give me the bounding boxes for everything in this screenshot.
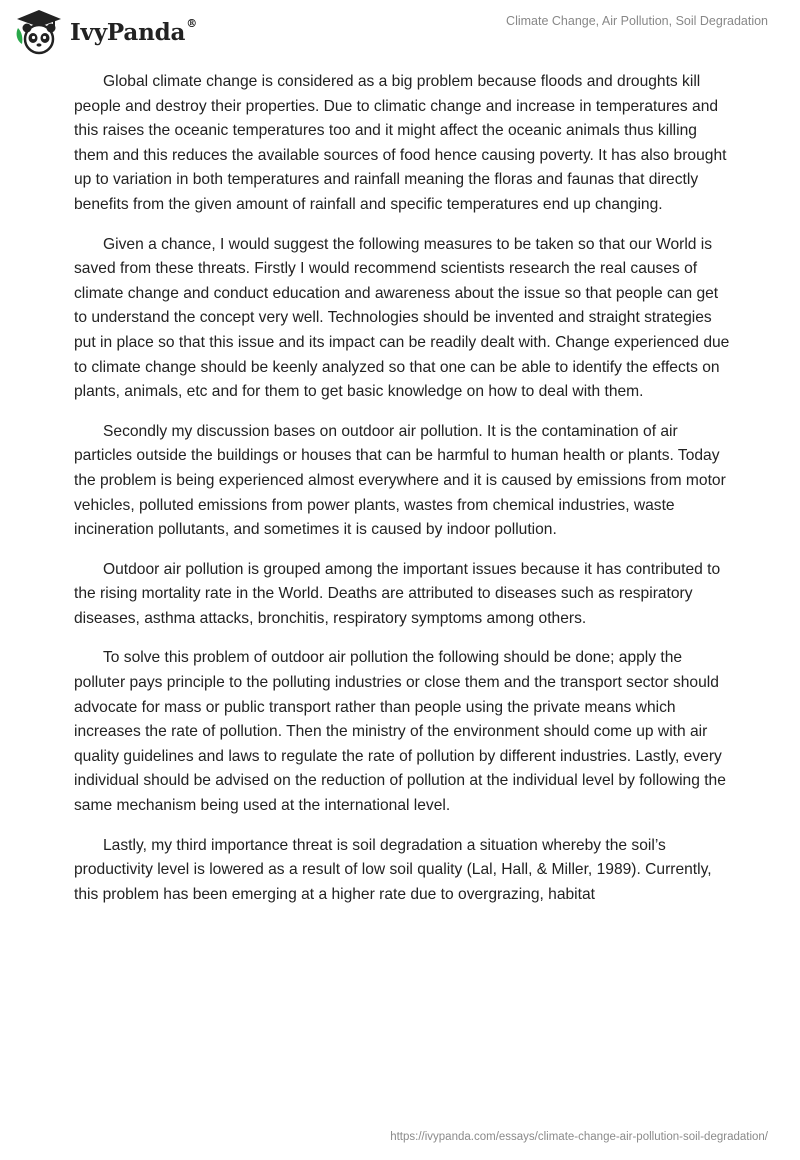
- panda-graduation-cap-icon: [14, 8, 64, 56]
- registered-mark: ®: [186, 16, 197, 30]
- paragraph: Lastly, my third importance threat is soil degradation a situation whereby the soil’s productivity level is lowered as a result of low soil quality (Lal, Hall, & Miller, 1989). Currently, this problem has been emerging at a higher rate due to overgrazing, habitat: [74, 836, 712, 903]
- document-title: Climate Change, Air Pollution, Soil Degradation: [506, 14, 768, 28]
- essay-body: [74, 70, 734, 922]
- paragraph: Global climate change is considered as a big problem because floods and droughts kill people and destroy their properties. Due to climatic change and increase in temperatures and this raises the oceanic temperatures too and it might affect the oceanic animals thus killing them and this reduces the available sources of food hence causing poverty. It has also brought up to variation in both temperatures and rainfall meaning the floras and faunas that directly benefits from the given amount of rainfall and specific temperatures end up changing.: [74, 73, 727, 213]
- logo[interactable]: [14, 8, 197, 56]
- source-url[interactable]: https://ivypanda.com/essays/climate-change-air-pollution-soil-degradation/: [390, 1131, 768, 1143]
- page-header: [0, 0, 800, 62]
- paragraph: Given a chance, I would suggest the following measures to be taken so that our World is saved from these threats. Firstly I would recommend scientists research the real causes of climate change and conduct education and awareness about the issue so that people can get to understand the concept very well. Technologies should be invented and straight strategies put in place so that this issue and its impact can be readily dealt with. Change experienced due to climate change should be keenly analyzed so that one can be able to identify the effects on plants, animals, etc and for them to get basic knowledge on how to deal with them.: [74, 235, 730, 401]
- logo-wordmark: IvyPanda®: [70, 16, 197, 46]
- paragraph: Secondly my discussion bases on outdoor air pollution. It is the contamination of air particles outside the buildings or houses that can be harmful to human health or plants. Today the problem is being experienced almost everywhere and it is caused by emissions from motor vehicles, polluted emissions from power plants, wastes from chemical industries, waste incineration pollutants, and sometimes it is caused by indoor pollution.: [74, 422, 726, 539]
- paragraph: To solve this problem of outdoor air pollution the following should be done; apply the polluter pays principle to the polluting industries or close them and the transport sector should advocate for mass or public transport rather than people using the private means which increases the rate of pollution. Then the ministry of the environment should come up with air quality guidelines and laws to regulate the rate of pollution by different industries. Lastly, every individual should be advised on the reduction of pollution at the individual level by following the same mechanism being used at the international level.: [74, 649, 726, 815]
- paragraph: Outdoor air pollution is grouped among the important issues because it has contributed to the rising mortality rate in the World. Deaths are attributed to diseases such as respiratory diseases, asthma attacks, bronchitis, respiratory symptoms among others.: [74, 560, 721, 627]
